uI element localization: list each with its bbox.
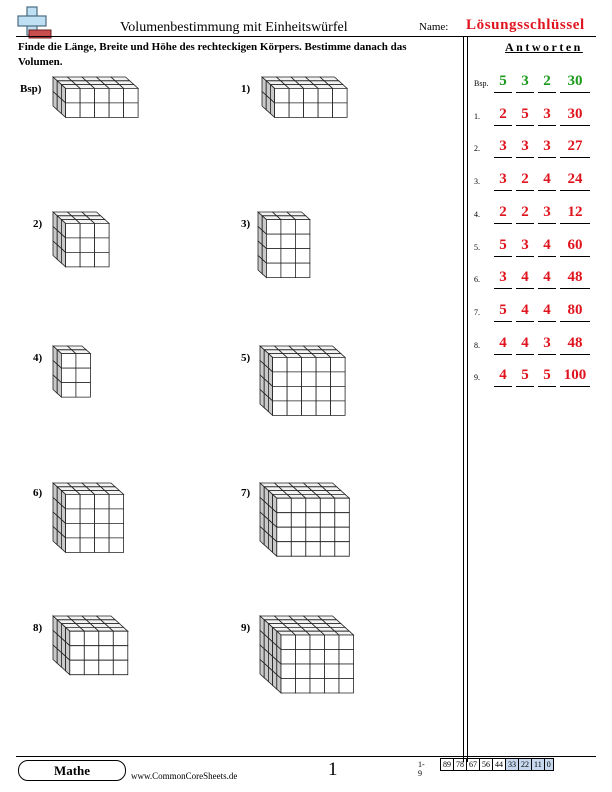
unit-cube-face (320, 513, 335, 528)
problem-label: 7) (241, 487, 251, 499)
unit-cube-face (262, 92, 266, 110)
answer-row (472, 138, 600, 158)
answer-row-label: 9. (474, 373, 480, 383)
unit-cube-face (66, 252, 81, 267)
unit-cube-face (266, 234, 281, 249)
unit-cube-face (275, 88, 290, 103)
unit-cube-face (113, 646, 128, 661)
unit-cube-face (331, 357, 346, 372)
unit-cube-face (61, 534, 65, 552)
unit-cube-face (320, 542, 335, 557)
unit-cube-face (287, 401, 302, 416)
answer-dimension: 3 (494, 269, 512, 289)
unit-cube-face (66, 494, 81, 509)
answer-dimension: 4 (516, 335, 534, 355)
answer-dimension: 3 (494, 138, 512, 158)
unit-cube-face (113, 631, 128, 646)
unit-cube-face (76, 354, 91, 369)
unit-cube-face (95, 509, 110, 524)
unit-cube-face (66, 656, 70, 674)
unit-cube-prism (52, 345, 92, 399)
answer-volume: 48 (560, 269, 590, 289)
unit-cube-face (275, 103, 290, 118)
unit-cube-face (325, 635, 340, 650)
unit-cube-face (325, 664, 340, 679)
unit-cube-face (320, 498, 335, 513)
unit-cube-face (339, 650, 354, 665)
answer-dimension: 2 (494, 204, 512, 224)
unit-cube-face (264, 663, 268, 681)
answer-dimension: 4 (494, 367, 512, 387)
unit-cube-prism (259, 482, 351, 558)
unit-cube-face (318, 103, 333, 118)
unit-cube-face (57, 649, 61, 667)
unit-cube-face (291, 527, 306, 542)
answer-dimension: 2 (516, 204, 534, 224)
answers-title: Antworten (505, 40, 583, 54)
problem-label: 3) (241, 218, 251, 230)
unit-cube-face (61, 653, 65, 671)
answer-dimension: 5 (494, 302, 512, 322)
score-cell: 89 (441, 759, 454, 771)
answer-row-label: 1. (474, 111, 480, 121)
unit-cube-face (264, 530, 268, 548)
unit-cube-face (266, 263, 281, 278)
unit-cube-face (318, 88, 333, 103)
unit-cube-face (316, 401, 331, 416)
unit-cube-prism (261, 76, 349, 119)
unit-cube-face (333, 88, 348, 103)
unit-cube-face (289, 103, 304, 118)
answer-row (472, 171, 600, 191)
unit-cube-face (281, 220, 296, 235)
answer-row (472, 269, 600, 289)
unit-cube-face (95, 523, 110, 538)
unit-cube-face (295, 249, 310, 264)
unit-cube-face (281, 635, 296, 650)
column-divider-left (463, 36, 464, 762)
problem-label: 9) (241, 622, 251, 634)
unit-cube-face (331, 401, 346, 416)
unit-cube-face (320, 527, 335, 542)
unit-cube-face (76, 368, 91, 383)
unit-cube-face (331, 372, 346, 387)
unit-cube-face (325, 679, 340, 694)
unit-cube-prism (52, 76, 140, 119)
answer-row-label: 2. (474, 144, 480, 154)
unit-cube-face (335, 527, 350, 542)
answer-dimension: 2 (538, 73, 556, 93)
unit-cube-face (291, 542, 306, 557)
unit-cube-face (57, 245, 61, 263)
score-cell: 78 (454, 759, 467, 771)
unit-cube-face (306, 542, 321, 557)
unit-cube-face (339, 679, 354, 694)
unit-cube-face (99, 631, 114, 646)
score-cell: 22 (519, 759, 532, 771)
unit-cube-face (302, 386, 317, 401)
score-range: 1-9 (418, 760, 425, 778)
unit-cube-face (296, 679, 311, 694)
unit-cube-face (53, 92, 57, 110)
unit-cube-face (260, 660, 264, 678)
page-number: 1 (328, 759, 338, 780)
unit-cube-face (260, 390, 264, 408)
unit-cube-face (335, 498, 350, 513)
unit-cube-face (287, 386, 302, 401)
unit-cube-face (124, 88, 139, 103)
answer-dimension: 4 (516, 302, 534, 322)
unit-cube-face (277, 527, 292, 542)
unit-cube-face (296, 650, 311, 665)
unit-cube-face (304, 88, 319, 103)
unit-cube-face (266, 249, 281, 264)
unit-cube-face (70, 631, 85, 646)
problem-label: 6) (33, 487, 43, 499)
unit-cube-face (277, 542, 292, 557)
unit-cube-face (295, 220, 310, 235)
problem-label: 1) (241, 83, 251, 95)
unit-cube-face (287, 372, 302, 387)
unit-cube-face (316, 386, 331, 401)
unit-cube-face (295, 263, 310, 278)
unit-cube-face (66, 523, 81, 538)
answer-dimension: 5 (516, 367, 534, 387)
answer-row (472, 367, 600, 387)
unit-cube-face (277, 513, 292, 528)
unit-cube-face (273, 401, 288, 416)
unit-cube-face (95, 538, 110, 553)
unit-cube-face (66, 88, 81, 103)
unit-cube-face (281, 234, 296, 249)
unit-cube-face (316, 357, 331, 372)
unit-cube-face (61, 354, 76, 369)
unit-cube-face (266, 95, 270, 113)
unit-cube-face (273, 372, 288, 387)
unit-cube-face (262, 259, 266, 277)
unit-cube-face (80, 523, 95, 538)
answer-row-label: 4. (474, 209, 480, 219)
unit-cube-face (61, 99, 65, 117)
website-link[interactable]: www.CommonCoreSheets.de (131, 771, 238, 781)
unit-cube-face (84, 631, 99, 646)
unit-cube-face (53, 527, 57, 545)
answer-dimension: 3 (538, 106, 556, 126)
score-cell: 67 (467, 759, 480, 771)
unit-cube-face (306, 498, 321, 513)
unit-cube-face (53, 645, 57, 663)
unit-cube-face (310, 650, 325, 665)
unit-cube-face (260, 527, 264, 545)
answer-volume: 24 (560, 171, 590, 191)
answer-volume: 48 (560, 335, 590, 355)
unit-cube-face (95, 88, 110, 103)
unit-cube-face (281, 664, 296, 679)
unit-cube-face (310, 679, 325, 694)
unit-cube-face (53, 375, 57, 393)
unit-cube-face (53, 241, 57, 259)
answer-row-label: 3. (474, 177, 480, 187)
answer-volume: 27 (560, 138, 590, 158)
score-cell: 56 (480, 759, 493, 771)
answer-row (472, 204, 600, 224)
unit-cube-face (310, 635, 325, 650)
unit-cube-face (316, 372, 331, 387)
unit-cube-face (84, 646, 99, 661)
unit-cube-face (95, 223, 110, 238)
answer-dimension: 4 (538, 269, 556, 289)
unit-cube-face (333, 103, 348, 118)
answer-volume: 12 (560, 204, 590, 224)
answer-row-label: 6. (474, 275, 480, 285)
answer-dimension: 3 (516, 73, 534, 93)
unit-cube-face (61, 368, 76, 383)
unit-cube-face (109, 523, 124, 538)
answer-dimension: 2 (516, 171, 534, 191)
unit-cube-face (281, 679, 296, 694)
score-cell: 33 (506, 759, 519, 771)
unit-cube-face (264, 393, 268, 411)
answer-dimension: 3 (538, 204, 556, 224)
answer-dimension: 4 (538, 237, 556, 257)
unit-cube-face (291, 498, 306, 513)
answer-volume: 100 (560, 367, 590, 387)
answer-dimension: 5 (516, 106, 534, 126)
unit-cube-face (80, 494, 95, 509)
answer-volume: 60 (560, 237, 590, 257)
unit-cube-face (289, 88, 304, 103)
unit-cube-face (273, 671, 277, 689)
unit-cube-face (66, 103, 81, 118)
unit-cube-face (270, 99, 274, 117)
unit-cube-face (57, 530, 61, 548)
answer-row-label: Bsp. (474, 79, 489, 88)
unit-cube-face (109, 103, 124, 118)
answer-dimension: 3 (516, 138, 534, 158)
unit-cube-face (268, 397, 272, 415)
unit-cube-face (95, 103, 110, 118)
unit-cube-face (99, 660, 114, 675)
answer-row (472, 73, 600, 93)
unit-cube-face (273, 357, 288, 372)
unit-cube-face (80, 88, 95, 103)
answer-dimension: 3 (494, 171, 512, 191)
answer-dimension: 3 (516, 237, 534, 257)
answer-volume: 80 (560, 302, 590, 322)
unit-cube-face (306, 513, 321, 528)
column-divider-right (467, 36, 468, 762)
unit-cube-prism (52, 482, 125, 554)
unit-cube-face (268, 667, 272, 685)
unit-cube-prism (259, 345, 347, 417)
unit-cube-prism (52, 615, 129, 676)
unit-cube-face (61, 249, 65, 267)
unit-cube-face (95, 238, 110, 253)
unit-cube-face (281, 650, 296, 665)
unit-cube-face (281, 249, 296, 264)
answer-row-label: 8. (474, 340, 480, 350)
problem-label: 5) (241, 352, 251, 364)
unit-cube-prism (257, 211, 311, 279)
unit-cube-face (302, 372, 317, 387)
unit-cube-face (277, 498, 292, 513)
answer-dimension: 2 (494, 106, 512, 126)
unit-cube-face (273, 386, 288, 401)
unit-cube-face (80, 538, 95, 553)
unit-cube-face (281, 263, 296, 278)
unit-cube-face (70, 660, 85, 675)
unit-cube-face (310, 664, 325, 679)
unit-cube-face (80, 252, 95, 267)
unit-cube-face (80, 103, 95, 118)
unit-cube-face (273, 538, 277, 556)
unit-cube-face (76, 383, 91, 398)
unit-cube-face (80, 238, 95, 253)
unit-cube-prism (52, 211, 111, 268)
name-label: Name: (419, 21, 449, 33)
score-cell: 11 (532, 759, 545, 771)
unit-cube-face (335, 542, 350, 557)
subject-badge: Mathe (18, 760, 126, 781)
answer-dimension: 4 (516, 269, 534, 289)
problem-label: 2) (33, 218, 43, 230)
unit-cube-face (57, 95, 61, 113)
unit-cube-face (66, 223, 81, 238)
answer-dimension: 4 (538, 171, 556, 191)
unit-cube-face (109, 509, 124, 524)
unit-cube-face (109, 494, 124, 509)
unit-cube-face (306, 527, 321, 542)
answer-dimension: 3 (538, 138, 556, 158)
unit-cube-face (109, 88, 124, 103)
answer-row-label: 7. (474, 307, 480, 317)
answer-dimension: 5 (494, 73, 512, 93)
unit-cube-face (99, 646, 114, 661)
answer-dimension: 5 (494, 237, 512, 257)
unit-cube-face (291, 513, 306, 528)
unit-cube-face (295, 234, 310, 249)
unit-cube-face (95, 252, 110, 267)
problem-label: 8) (33, 622, 43, 634)
unit-cube-face (268, 534, 272, 552)
unit-cube-face (57, 379, 61, 397)
unit-cube-face (95, 494, 110, 509)
answer-volume: 30 (560, 106, 590, 126)
unit-cube-face (124, 103, 139, 118)
unit-cube-face (277, 675, 281, 693)
answer-dimension: 5 (538, 367, 556, 387)
unit-cube-face (325, 650, 340, 665)
unit-cube-face (109, 538, 124, 553)
unit-cube-face (339, 635, 354, 650)
answer-key-label: Lösungsschlüssel (466, 17, 585, 33)
unit-cube-face (302, 401, 317, 416)
unit-cube-face (266, 220, 281, 235)
unit-cube-face (339, 664, 354, 679)
unit-cube-face (66, 538, 81, 553)
score-cell: 44 (493, 759, 506, 771)
problem-label: Bsp) (20, 83, 42, 95)
unit-cube-face (66, 509, 81, 524)
unit-cube-face (84, 660, 99, 675)
answer-row-label: 5. (474, 242, 480, 252)
unit-cube-prism (259, 615, 355, 694)
unit-cube-face (258, 256, 262, 274)
unit-cube-face (66, 238, 81, 253)
unit-cube-face (61, 383, 76, 398)
header-rule (16, 36, 596, 37)
math-plus-logo-icon (14, 3, 52, 39)
problem-label: 4) (33, 352, 43, 364)
unit-cube-face (113, 660, 128, 675)
unit-cube-face (335, 513, 350, 528)
unit-cube-face (80, 509, 95, 524)
answer-volume: 30 (560, 73, 590, 93)
unit-cube-face (331, 386, 346, 401)
instructions: Finde die Länge, Breite und Höhe des rechteckigen Körpers. Bestimme danach das Volumen. (18, 41, 407, 68)
score-cell: 0 (544, 759, 553, 771)
answer-row (472, 237, 600, 257)
unit-cube-face (304, 103, 319, 118)
answer-row (472, 302, 600, 322)
answer-dimension: 4 (538, 302, 556, 322)
worksheet-title: Volumenbestimmung mit Einheitswürfel (120, 20, 348, 35)
unit-cube-face (70, 646, 85, 661)
answer-dimension: 3 (538, 335, 556, 355)
footer-rule (16, 756, 596, 757)
answer-row (472, 335, 600, 355)
unit-cube-face (287, 357, 302, 372)
unit-cube-face (296, 635, 311, 650)
unit-cube-face (302, 357, 317, 372)
unit-cube-face (296, 664, 311, 679)
answer-row (472, 106, 600, 126)
answer-dimension: 4 (494, 335, 512, 355)
unit-cube-face (80, 223, 95, 238)
